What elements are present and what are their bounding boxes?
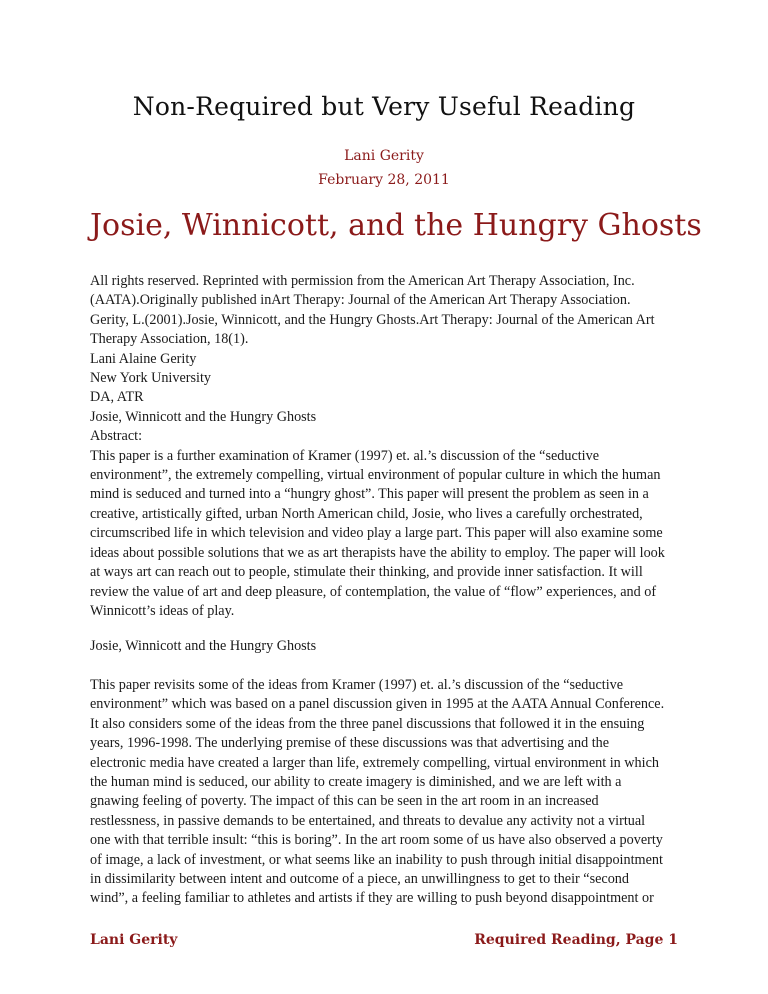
text-line: ideas about possible solutions that we as art therapists have the ability to employ. The paper will look [90,544,665,561]
text-line: mind is seduced and turned into a “hungry ghost”. This paper will present the problem as seen in a [90,486,649,503]
text-line: Lani Alaine Gerity [90,350,197,367]
text-line: All rights reserved. Reprinted with permission from the American Art Therapy Association, Inc. [90,273,635,289]
text-line: years, 1996-1998. The underlying premise of these discussions was that advertising and the [90,735,610,752]
text-line: environment” which was based on a panel discussion given in 1995 at the AATA Annual Conference. [90,696,665,713]
text-line: Winnicott’s ideas of play. [90,602,235,619]
publication-date: February 28, 2011 [318,172,450,188]
page-header-title: Non-Required but Very Useful Reading [132,92,636,121]
section-heading-text: Josie, Winnicott and the Hungry Ghosts [90,638,317,654]
text-line: (AATA).Originally published inArt Therapy: Journal of the American Art Therapy Association. [90,292,631,309]
text-line: New York University [90,370,211,387]
text-line: Therapy Association, 18(1). [90,331,249,348]
text-line: environment”, the extremely compelling, virtual environment of popular culture in which the human [90,467,661,484]
text-line: in dissimilarity between intent and outcome of a piece, an unwillingness to get to their “second [90,871,629,888]
text-line: one with that terrible insult: “this is boring”. In the art room some of us have also observed a poverty [90,832,663,849]
text-line: gnawing feeling of poverty. The impact of this can be seen in the art room in an increased [90,793,599,810]
text-line: creative, artistically gifted, urban North American child, Josie, who lives a carefully orchestrated, [90,505,643,522]
text-line: This paper revisits some of the ideas from Kramer (1997) et. al.’s discussion of the “seductive [90,677,624,693]
text-line: electronic media have created a larger than life, extremely compelling, virtual environment in which [90,754,659,771]
section-heading [90,637,690,656]
author-name: Lani Gerity [344,148,424,164]
text-line: circumscribed life in which television and video play a large part. This paper will also examine some [90,525,663,542]
text-line: It also considers some of the ideas from the three panel discussions that followed it in the ensuing [90,715,645,732]
body-paragraph [90,676,690,909]
front-matter-and-abstract [90,272,690,621]
text-line: DA, ATR [90,389,144,406]
text-line: of image, a lack of investment, or what seems like an inability to push through initial disappointment [90,851,663,868]
text-line: restlessness, in passive demands to be entertained, and threats to devalue any activity not a virtual [90,812,646,829]
text-line: Josie, Winnicott and the Hungry Ghosts [90,408,317,425]
text-line: at ways art can reach out to people, stimulate their thinking, and provide inner satisfaction. It will [90,564,643,581]
text-line: wind”, a feeling familiar to athletes and artists if they are willing to push beyond disappointment or [90,890,654,907]
text-line: Gerity, L.(2001).Josie, Winnicott, and the Hungry Ghosts.Art Therapy: Journal of the American Art [90,311,655,328]
text-line: Abstract: [90,428,143,445]
text-line: This paper is a further examination of Kramer (1997) et. al.’s discussion of the “seductive [90,447,600,464]
text-line: the human mind is seduced, our ability to create imagery is diminished, and we are left with a [90,774,622,791]
footer-page-label: Required Reading, Page 1 [474,932,678,948]
footer-author: Lani Gerity [90,932,178,948]
text-line: review the value of art and deep pleasure, of contemplation, the value of “flow” experiences, and of [90,583,657,600]
document-title: Josie, Winnicott, and the Hungry Ghosts [90,208,702,243]
